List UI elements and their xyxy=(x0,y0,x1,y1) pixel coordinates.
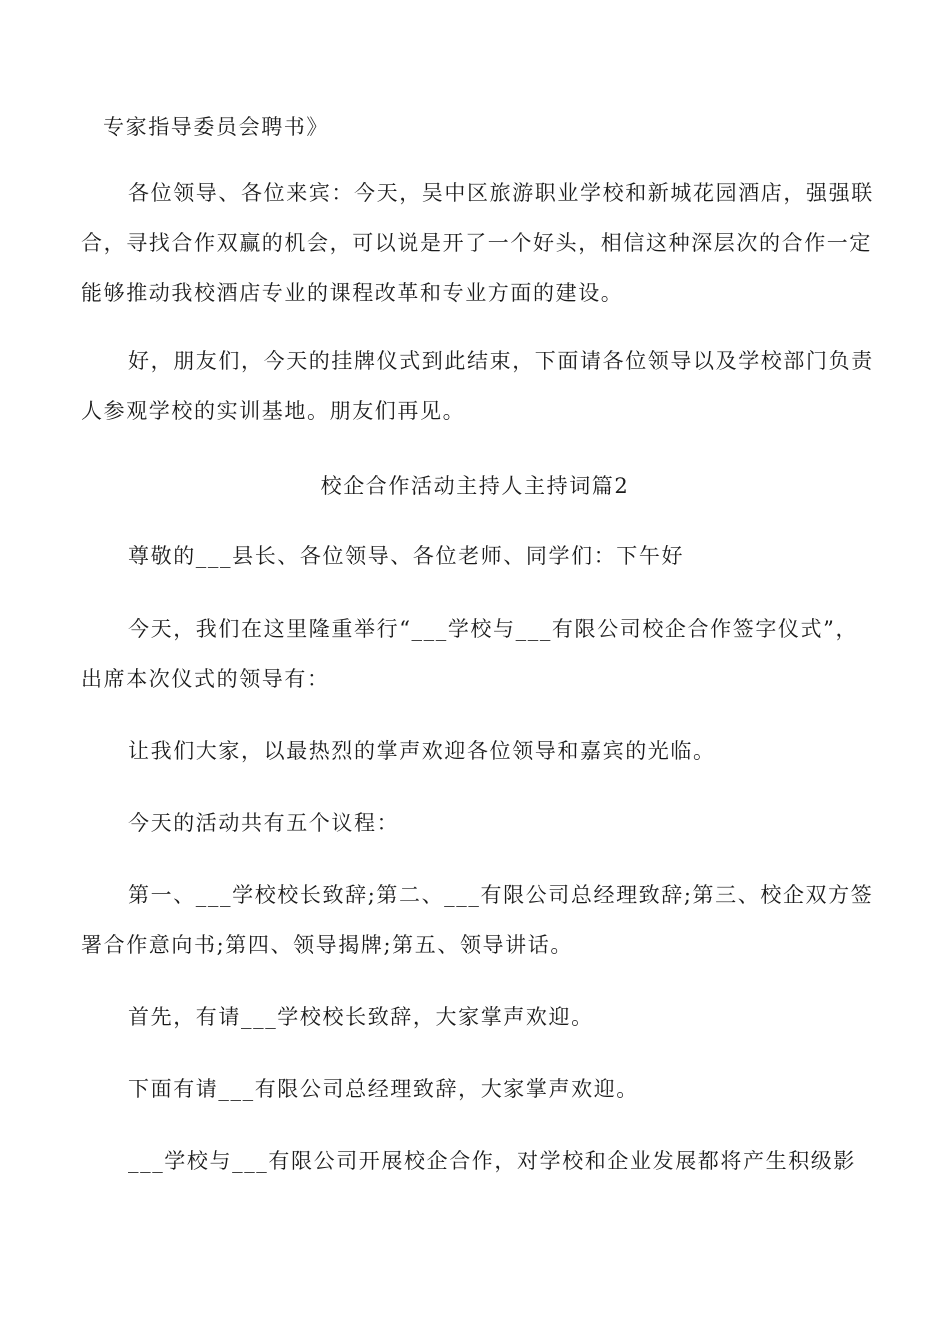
text-line-cooperation: 合，寻找合作双赢的机会，可以说是开了一个好头，相信这种深层次的合作一定 xyxy=(81,231,872,255)
text-line-welcome: 让我们大家，以最热烈的掌声欢迎各位领导和嘉宾的光临。 xyxy=(128,739,716,763)
text-line-curriculum: 能够推动我校酒店专业的课程改革和专业方面的建设。 xyxy=(81,281,624,305)
text-line-manager-speech: 下面有请___有限公司总经理致辞，大家掌声欢迎。 xyxy=(128,1077,639,1101)
text-line-ceremony-end: 好，朋友们，今天的挂牌仪式到此结束，下面请各位领导以及学校部门负责 xyxy=(128,349,874,373)
text-line-greeting: 尊敬的___县长、各位领导、各位老师、同学们：下午好 xyxy=(128,544,685,568)
text-line-agenda: 今天的活动共有五个议程： xyxy=(128,811,400,835)
text-line-principal-speech: 首先，有请___学校校长致辞，大家掌声欢迎。 xyxy=(128,1005,594,1029)
text-line-signing-ceremony: 今天，我们在这里隆重举行“___学校与___有限公司校企合作签字仪式”， xyxy=(128,617,859,641)
text-line-visit: 人参观学校的实训基地。朋友们再见。 xyxy=(81,399,466,423)
text-line-agenda-items-cont: 署合作意向书;第四、领导揭牌;第五、领导讲话。 xyxy=(81,933,573,957)
text-line-attending-leaders: 出席本次仪式的领导有： xyxy=(81,667,330,691)
text-line-appointment-letter: 专家指导委员会聘书》 xyxy=(103,115,329,139)
text-line-cooperation-impact: ___学校与___有限公司开展校企合作，对学校和企业发展都将产生积级影 xyxy=(128,1149,856,1173)
text-line-agenda-items: 第一、___学校校长致辞;第二、___有限公司总经理致辞;第三、校企双方签 xyxy=(128,883,874,907)
section-heading: 校企合作活动主持人主持词篇2 xyxy=(320,474,630,498)
text-line-opening: 各位领导、各位来宾：今天，吴中区旅游职业学校和新城花园酒店，强强联 xyxy=(128,181,874,205)
